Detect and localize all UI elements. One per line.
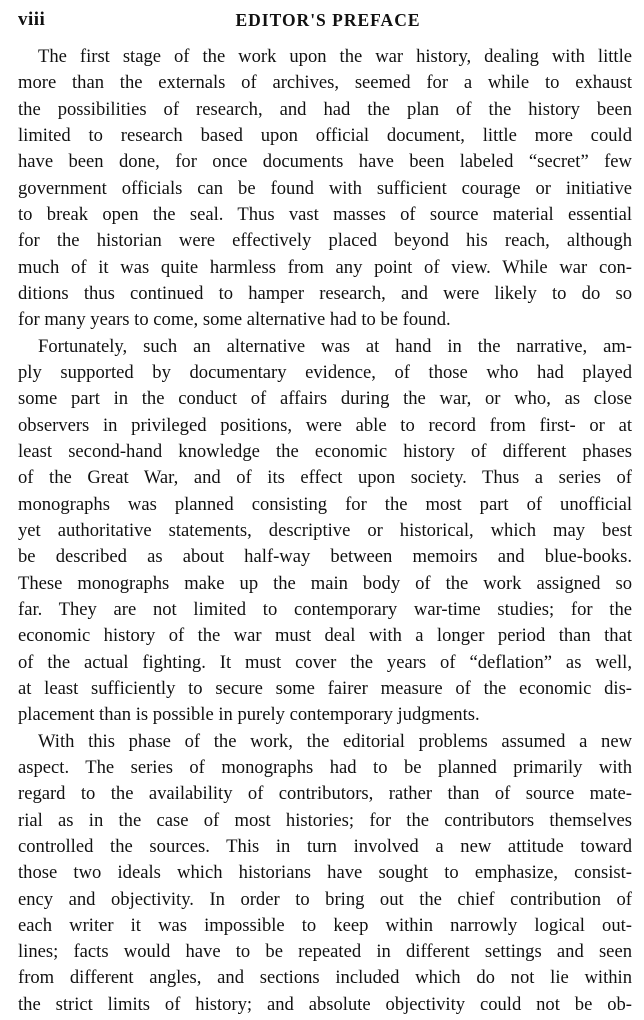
text-line: placement than is possible in purely contemporary judgments. <box>18 704 480 726</box>
text-line: much of it was quite harmless from any point of view. While war con- <box>18 256 632 278</box>
text-line: controlled the sources. This in turn involved a new attitude toward <box>18 835 632 857</box>
text-line: least second-hand knowledge the economic history of different phases <box>18 440 632 462</box>
text-line: more than the externals of archives, seemed for a while to exhaust <box>18 72 632 94</box>
text-line: far. They are not limited to contemporary war-time studies; for the <box>18 598 632 620</box>
text-line: rial as in the case of most histories; for the contributors themselves <box>18 809 632 831</box>
text-line: for many years to come, some alternative had to be found. <box>18 309 451 331</box>
text-line: the strict limits of history; and absolute objectivity could not be ob- <box>18 993 632 1015</box>
text-line: government officials can be found with sufficient courage or initiative <box>18 177 632 199</box>
text-line: economic history of the war must deal with a longer period than that <box>18 625 632 647</box>
text-line: each writer it was impossible to keep within narrowly logical out- <box>18 914 632 936</box>
text-line: be described as about half-way between memoirs and blue-books. <box>18 546 632 568</box>
text-line: aspect. The series of monographs had to be planned primarily with <box>18 756 632 778</box>
text-line: ditions thus continued to hamper research, and were likely to do so <box>18 282 632 304</box>
text-line: lines; facts would have to be repeated in different settings and seen <box>18 941 632 963</box>
text-line: from different angles, and sections included which do not lie within <box>18 967 632 989</box>
text-line: yet authoritative statements, descriptive or historical, which may best <box>18 519 632 541</box>
text-line: to break open the seal. Thus vast masses of source material essential <box>18 203 632 225</box>
running-title: EDITOR'S PREFACE <box>235 10 421 30</box>
text-line: of the actual fighting. It must cover the years of “deflation” as well, <box>18 651 632 673</box>
text-line: regard to the availability of contributors, rather than of source mate- <box>18 783 632 805</box>
text-line: at least sufficiently to secure some fairer measure of the economic dis- <box>18 677 632 699</box>
text-line: the possibilities of research, and had the plan of the history been <box>18 98 632 120</box>
text-line: With this phase of the work, the editorial problems assumed a new <box>38 730 632 752</box>
text-line: those two ideals which historians have sought to emphasize, consist- <box>18 862 632 884</box>
text-line: observers in privileged positions, were able to record from first- or at <box>18 414 632 436</box>
text-line: ply supported by documentary evidence, of those who had played <box>18 361 632 383</box>
text-line: limited to research based upon official document, little more could <box>18 124 632 146</box>
body-text <box>18 44 632 1018</box>
page-number: viii <box>18 9 46 30</box>
text-line: The first stage of the work upon the war history, dealing with little <box>38 46 632 67</box>
text-line: have been done, for once documents have been labeled “secret” few <box>18 151 632 173</box>
running-head <box>18 9 638 35</box>
text-line: Fortunately, such an alternative was at hand in the narrative, am- <box>38 335 632 357</box>
text-line: of the Great War, and of its effect upon society. Thus a series of <box>18 467 632 489</box>
text-line: monographs was planned consisting for the most part of unofficial <box>18 493 632 515</box>
text-line: ency and objectivity. In order to bring out the chief contribution of <box>18 888 632 910</box>
text-line: These monographs make up the main body of the work assigned so <box>18 572 632 594</box>
text-line: some part in the conduct of affairs during the war, or who, as close <box>18 388 632 410</box>
text-line: for the historian were effectively placed beyond his reach, although <box>18 230 632 252</box>
